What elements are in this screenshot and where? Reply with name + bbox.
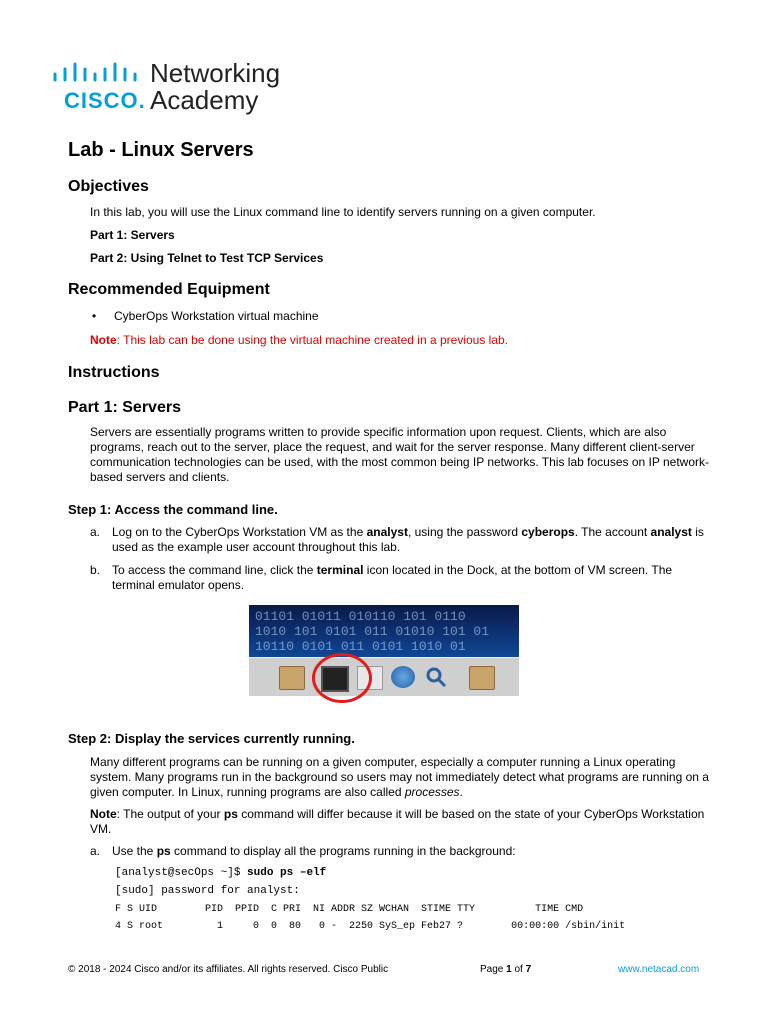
- step2-note-label: Note: [90, 807, 117, 821]
- step2-note: [90, 807, 710, 837]
- step2-heading: Step 2: Display the services currently running.: [68, 731, 355, 746]
- code-prompt: [analyst@secOps ~]$: [115, 867, 248, 879]
- page-of: of: [511, 964, 526, 975]
- footer-page: [480, 964, 531, 975]
- binary-row-3: 10110 0101 011 0101 1010 01: [255, 639, 466, 654]
- step1-a-t3: . The account: [574, 525, 651, 539]
- objectives-intro: In this lab, you will use the Linux command line to identify servers running on a given computer.: [90, 205, 596, 219]
- page-title: Lab - Linux Servers: [68, 139, 254, 161]
- step1-b-t1: To access the command line, click the: [112, 563, 317, 577]
- part1-paragraph: Servers are essentially programs written to provide specific information upon request. Clients, which are also programs, reach out to the server, place the request, and wait for the server response. Many different client-server communication technologies can be used, with the most common being IP networks. This lab focuses on IP network-based servers and clients.: [90, 425, 709, 484]
- step2-a-text: [112, 844, 710, 859]
- objectives-heading: Objectives: [68, 178, 149, 195]
- step1-a-b3: analyst: [650, 525, 692, 539]
- step1-b-marker: b.: [90, 563, 101, 577]
- part1-heading: Part 1: Servers: [68, 399, 181, 416]
- step2-note-b: ps: [223, 807, 238, 821]
- equipment-heading: Recommended Equipment: [68, 281, 270, 298]
- file-manager-icon: [279, 666, 305, 690]
- logo-networking: Networking: [150, 58, 281, 88]
- objectives-part1: Part 1: Servers: [90, 228, 175, 242]
- step2-para-t1: Many different programs can be running on a given computer, especially a computer running a Linux operating system. Many programs run in the background so users may not immediately detect what programs are running on a given computer. In Linux, running programs are also called: [90, 755, 709, 799]
- step2-note-t1: : The output of your: [116, 807, 224, 821]
- dock-bar: [249, 657, 519, 696]
- step1-a-b1: analyst: [366, 525, 408, 539]
- binary-row-2: 1010 101 0101 011 01010 101 01: [255, 624, 490, 639]
- terminal-highlight-circle: [312, 653, 372, 703]
- binary-row-1: 01101 01011 010110 101 0110: [255, 609, 466, 624]
- note-label: Note: [90, 333, 117, 347]
- cisco-networking-academy-logo: [52, 58, 312, 118]
- step2-a-b: ps: [156, 844, 171, 858]
- code-line-3: F S UID PID PPID C PRI NI ADDR SZ WCHAN STIME TTY TIME CMD: [115, 904, 584, 915]
- search-icon: [425, 666, 449, 688]
- code-line-2: [sudo] password for analyst:: [115, 885, 300, 897]
- equipment-bullet-text: CyberOps Workstation virtual machine: [114, 309, 319, 323]
- step1-b-t2: icon located in the Dock, at the bottom of VM screen. The terminal emulator opens.: [112, 563, 673, 592]
- step1-a-t1: Log on to the CyberOps Workstation VM as the: [112, 525, 367, 539]
- cisco-bars-icon: [52, 62, 147, 86]
- step1-a-t2: , using the password: [407, 525, 522, 539]
- objectives-part2: Part 2: Using Telnet to Test TCP Services: [90, 251, 324, 265]
- page-number: 1: [506, 964, 512, 975]
- code-command: sudo ps –elf: [247, 867, 327, 879]
- footer-url-link[interactable]: www.netacad.com: [618, 964, 700, 975]
- page-total: 7: [525, 964, 532, 975]
- step1-a-b2: cyberops: [521, 525, 575, 539]
- folder-icon: [469, 666, 495, 690]
- step1-heading: Step 1: Access the command line.: [68, 502, 278, 517]
- step2-para-t2: .: [459, 785, 463, 799]
- step2-note-t2: command will differ because it will be based on the state of your CyberOps Workstation VM.: [90, 807, 705, 836]
- step2-a-marker: a.: [90, 844, 101, 858]
- step1-a-marker: a.: [90, 525, 101, 539]
- step2-a-t1: Use the: [112, 844, 157, 858]
- footer-copyright: © 2018 - 2024 Cisco and/or its affiliates. All rights reserved. Cisco Public: [68, 964, 389, 975]
- instructions-heading: Instructions: [68, 364, 160, 381]
- step2-a-t2: command to display all the programs running in the background:: [170, 844, 516, 858]
- code-line-1: [115, 865, 326, 882]
- step1-b-b1: terminal: [316, 563, 364, 577]
- step2-paragraph: [90, 755, 710, 800]
- equipment-note: [90, 333, 710, 348]
- dock-screenshot: [249, 605, 519, 696]
- code-line-4: 4 S root 1 0 0 80 0 - 2250 SyS_ep Feb27 ? 00:00:00 /sbin/init: [115, 921, 626, 932]
- step1-a-text: [112, 525, 710, 555]
- logo-academy: Academy: [150, 85, 259, 115]
- step2-para-em: processes: [404, 785, 460, 799]
- step1-a-t4: is used as the example user account throughout this lab.: [112, 525, 704, 554]
- note-text: : This lab can be done using the virtual machine created in a previous lab.: [116, 333, 509, 347]
- cisco-wordmark: CISCO.: [64, 88, 146, 113]
- bullet-marker: •: [92, 309, 97, 323]
- page-prefix: Page: [480, 964, 507, 975]
- step1-b-text: [112, 563, 710, 593]
- browser-icon: [391, 666, 415, 688]
